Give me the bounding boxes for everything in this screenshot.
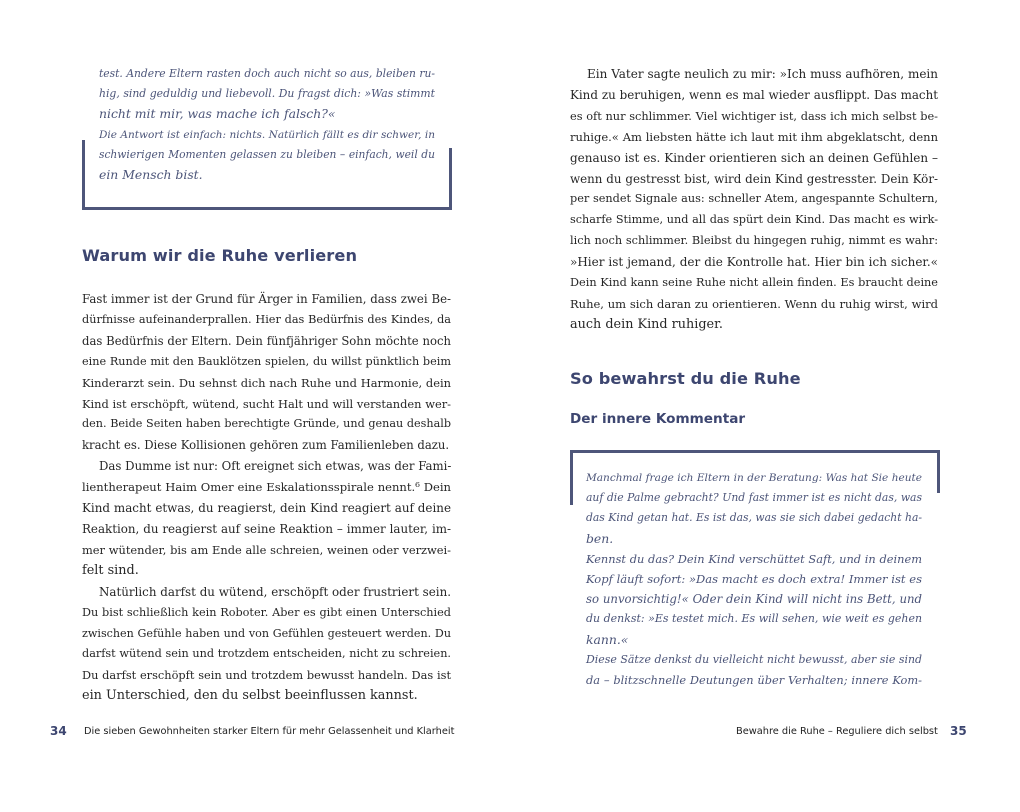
body-line: lich noch schlimmer. Bleibst du hingegen ruhig, nimmt es wahr:: [570, 234, 938, 248]
body-line: per sendet Signale aus: schneller Atem, angespannte Schultern,: [570, 192, 938, 206]
quote-box-top-rule: [570, 450, 940, 453]
quote-text: [99, 64, 435, 185]
body-line: ruhige.« Am liebsten hätte ich laut mit ihm abgeklatscht, denn: [570, 129, 938, 144]
quote-line: Kopf läuft sofort: »Das macht es doch extra! Immer ist es: [586, 572, 922, 587]
body-line: Kind macht etwas, du reagierst, dein Kind reagiert auf deine: [82, 501, 451, 516]
quote-line: ein Mensch bist.: [99, 167, 203, 183]
body-text: [82, 289, 451, 707]
quote-box-left-rule: [570, 450, 573, 505]
quote-line: test. Andere Eltern rasten doch auch nicht so aus, bleiben ru-: [99, 67, 435, 80]
page-number: 35: [950, 724, 967, 738]
body-line: Das Dumme ist nur: Oft ereignet sich etwas, was der Fami-: [99, 459, 452, 474]
body-line: Ruhe, um sich daran zu orientieren. Wenn du ruhig wirst, wird: [570, 296, 938, 311]
quote-box-bottom-rule: [82, 207, 452, 210]
body-line: dürfnisse aufeinanderprallen. Hier das Bedürfnis des Kindes, da: [82, 312, 451, 326]
body-line: felt sind.: [82, 562, 139, 578]
body-line: genauso ist es. Kinder orientieren sich an deinen Gefühlen –: [570, 150, 938, 165]
quote-line: Die Antwort ist einfach: nichts. Natürlich fällt es dir schwer, in: [99, 128, 435, 141]
quote-line: ben.: [586, 530, 614, 546]
body-line: Du bist schließlich kein Roboter. Aber es gibt einen Unterschied: [82, 605, 451, 619]
body-line: Kind zu beruhigen, wenn es mal wieder ausflippt. Das macht: [570, 87, 938, 102]
quote-line: schwierigen Momenten gelassen zu bleiben – einfach, weil du: [99, 147, 435, 161]
body-line: Reaktion, du reagierst auf seine Reaktion – immer lauter, im-: [82, 521, 451, 536]
body-line: scharfe Stimme, und all das spürt dein Kind. Das macht es wirk-: [570, 213, 938, 227]
body-line: zwischen Gefühle haben und von Gefühlen gesteuert werden. Du: [82, 626, 451, 640]
body-line: Fast immer ist der Grund für Ärger in Familien, dass zwei Be-: [82, 292, 451, 306]
quote-box: [570, 450, 940, 750]
body-line: auch dein Kind ruhiger.: [570, 316, 723, 332]
section-heading: Warum wir die Ruhe verlieren: [82, 246, 358, 265]
quote-line: das Kind getan hat. Es ist das, was sie sich dabei gedacht ha-: [586, 511, 922, 525]
running-footer: Die sieben Gewohnheiten starker Eltern für mehr Gelassenheit und Klarheit: [84, 726, 455, 737]
running-footer: Bewahre die Ruhe – Reguliere dich selbst: [736, 726, 938, 737]
body-line: kracht es. Diese Kollisionen gehören zum Familienleben dazu.: [82, 438, 450, 453]
quote-line: so unvorsichtig!« Oder dein Kind will nicht ins Bett, und: [586, 592, 922, 607]
body-line: das Bedürfnis der Eltern. Dein fünfjähriger Sohn möchte noch: [82, 333, 451, 348]
body-line: lientherapeut Haim Omer eine Eskalationsspirale nennt.⁶ Dein: [82, 480, 451, 495]
body-line: darfst wütend sein und trotzdem entscheiden, nicht zu schreien.: [82, 647, 451, 661]
quote-line: Diese Sätze denkst du vielleicht nicht bewusst, aber sie sind: [586, 652, 922, 666]
page-number: 34: [50, 724, 67, 738]
quote-line: du denkst: »Es testet mich. Es will sehen, wie weit es gehen: [586, 612, 922, 626]
quote-text: [586, 468, 922, 690]
quote-line: hig, sind geduldig und liebevoll. Du fragst dich: »Was stimmt: [99, 87, 435, 101]
body-line: Kinderarzt sein. Du sehnst dich nach Ruhe und Harmonie, dein: [82, 375, 451, 390]
quote-box-left-rule: [82, 140, 85, 210]
body-line: wenn du gestresst bist, wird dein Kind gestresster. Dein Kör-: [570, 171, 938, 186]
quote-box-right-rule: [449, 148, 452, 210]
quote-box-right-rule: [937, 450, 940, 493]
body-line: Ein Vater sagte neulich zu mir: »Ich muss aufhören, mein: [587, 67, 938, 81]
quote-box: [82, 0, 452, 210]
body-text: [570, 64, 938, 336]
body-line: den. Beide Seiten haben berechtigte Gründe, und genau deshalb: [82, 417, 451, 431]
quote-line: Kennst du das? Dein Kind verschüttet Saft, und in deinem: [586, 551, 922, 566]
body-line: Dein Kind kann seine Ruhe nicht allein finden. Es braucht deine: [570, 276, 938, 290]
quote-line: kann.«: [586, 631, 629, 647]
body-line: »Hier ist jemand, der die Kontrolle hat. Hier bin ich sicher.«: [570, 255, 938, 270]
body-line: Du darfst erschöpft sein und trotzdem bewusst handeln. Das ist: [82, 668, 451, 683]
quote-line: nicht mit mir, was mache ich falsch?«: [99, 106, 336, 122]
body-line: Natürlich darfst du wütend, erschöpft oder frustriert sein.: [99, 584, 451, 599]
body-line: ein Unterschied, den du selbst beeinflussen kannst.: [82, 688, 418, 704]
quote-line: da – blitzschnelle Deutungen über Verhalten; innere Kom-: [586, 673, 922, 688]
quote-line: Manchmal frage ich Eltern in der Beratung: Was hat Sie heute: [586, 472, 922, 484]
subsection-heading: Der innere Kommentar: [570, 411, 746, 427]
body-line: mer wütender, bis am Ende alle schreien, weinen oder verzwei-: [82, 542, 451, 557]
body-line: es oft nur schlimmer. Viel wichtiger ist, dass ich mich selbst be-: [570, 108, 938, 123]
quote-line: auf die Palme gebracht? Und fast immer ist es nicht das, was: [586, 491, 922, 505]
body-line: eine Runde mit den Bauklötzen spielen, du willst pünktlich beim: [82, 354, 451, 368]
body-line: Kind ist erschöpft, wütend, sucht Halt und will verstanden wer-: [82, 396, 451, 411]
section-heading: So bewahrst du die Ruhe: [570, 369, 801, 388]
